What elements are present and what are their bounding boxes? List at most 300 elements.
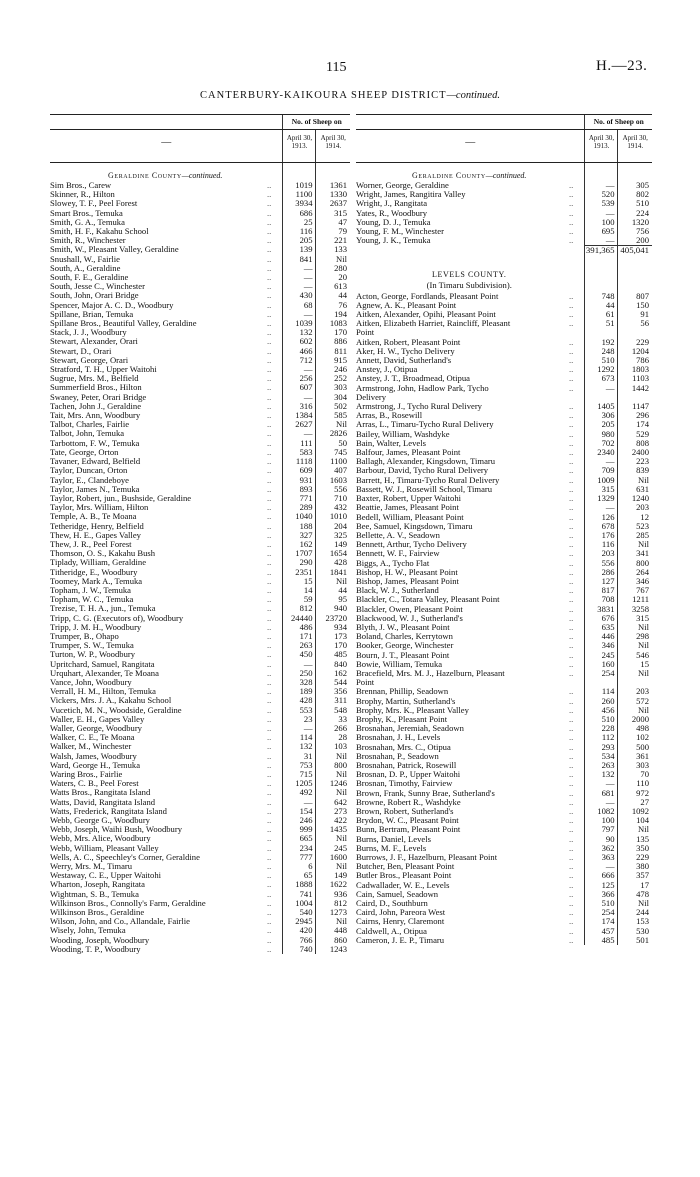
count-1913: 817 [585,586,618,595]
table-row [50,512,350,521]
table-row [50,770,350,779]
leader-dots: .. [266,889,272,899]
table-row [356,494,652,503]
table-row [50,181,350,190]
owner-name: Webb, Joseph, Waihi Bush, Woodbury [50,825,182,835]
leader-dots: .. [568,530,574,540]
section-heading: Geraldine County—continued. [412,171,527,181]
leader-dots: .. [266,908,272,918]
table-row [356,513,652,522]
owner-name: Arras, L., Timaru-Tycho Rural Delivery [356,420,494,430]
table-row [50,650,350,659]
levels-county-heading: LEVELS COUNTY. [432,270,507,280]
count-1913 [585,393,618,402]
count-1914: 478 [618,890,652,899]
count-1913: — [283,429,316,438]
count-1913: 362 [585,844,618,853]
leader-dots: .. [568,236,574,246]
count-1913: — [585,384,618,393]
owner-name: Topham, W. C., Temuka [50,595,134,605]
leader-dots: .. [568,512,574,522]
leader-dots: .. [266,714,272,724]
count-1913: 316 [283,402,316,411]
leader-dots: .. [568,714,574,724]
table-row [50,374,350,383]
count-1913: — [585,457,618,466]
count-1913: — [585,798,618,807]
count-1914: Nil [618,476,652,485]
count-1914: 548 [316,706,350,715]
leader-dots: .. [568,190,574,200]
count-1913: 893 [283,485,316,494]
owner-name: Urquhart, Alexander, Te Moana [50,668,159,678]
count-1913: 234 [283,844,316,853]
leader-dots: .. [266,576,272,586]
count-1913: 999 [283,825,316,834]
count-1914: 1320 [618,218,652,227]
table-row [50,411,350,420]
owner-name: Wooding, T. P., Woodbury [50,944,141,954]
count-1913: 740 [283,945,316,954]
table-row [356,338,652,347]
table-row [50,347,350,356]
table-row [50,503,350,512]
leader-dots: .. [266,503,272,513]
leader-dots: .. [568,540,574,550]
count-1913: 428 [283,696,316,705]
count-1914: Nil [618,669,652,678]
leader-dots: .. [568,448,574,458]
owner-name: Wilkinson Bros., Geraldine [50,908,145,918]
owner-name: Walker, M., Winchester [50,742,132,752]
count-1914: 173 [316,632,350,641]
count-1914: Nil [618,825,652,834]
count-1913: 510 [585,356,618,365]
count-1914: Nil [316,862,350,871]
table-row [356,540,652,549]
leader-dots: .. [266,346,272,356]
leader-dots: .. [568,217,574,227]
count-1913: 111 [283,439,316,448]
count-1913: 31 [283,752,316,761]
count-1913: 90 [585,835,618,844]
count-1914: 315 [618,614,652,623]
leader-dots: .. [266,217,272,227]
count-1913: 678 [585,522,618,531]
count-1914: 812 [316,899,350,908]
table-row [356,328,652,337]
owner-name: Black, W. J., Sutherland [356,586,439,596]
count-1914: 305 [618,181,652,190]
table-row [50,853,350,862]
table-row [50,439,350,448]
leader-dots: .. [568,411,574,421]
count-1914: 103 [316,742,350,751]
count-1914: Nil [316,917,350,926]
count-1913: 306 [585,411,618,420]
count-1913: 1405 [585,402,618,411]
leader-dots: .. [568,484,574,494]
owner-name: Summerfield Bros., Hilton [50,383,142,393]
leader-dots: .. [266,438,272,448]
count-1913: 486 [283,623,316,632]
count-1914: 1204 [618,347,652,356]
owner-name: Taylor, James N., Temuka [50,484,140,494]
owner-name: Point [356,328,375,338]
leader-dots: .. [568,402,574,412]
count-1914: Nil [316,834,350,843]
owner-name: Bain, Walter, Levels [356,438,426,448]
count-1913: 293 [585,743,618,752]
section-subheading-row [356,280,652,292]
owner-name: Bracefield, Mrs. M. J., Hazelburn, Pleasant [356,668,505,678]
count-1913: 68 [283,301,316,310]
leader-dots: .. [266,365,272,375]
table-row [356,466,652,475]
count-1914: 767 [618,586,652,595]
owner-name: Bishop, H. W., Pleasant Point [356,567,458,577]
count-1914: Nil [316,255,350,264]
table-row [50,282,350,291]
owner-name: Smart Bros., Temuka [50,208,123,218]
count-1913: 520 [585,190,618,199]
owner-name: Wright, James, Rangitira Valley [356,190,466,200]
owner-name: Brosnahan, Mrs. C., Otipua [356,742,451,752]
col-1913-header: April 30, 1913. [283,130,316,163]
owner-name: Point [356,678,375,688]
count-1913: 127 [585,577,618,586]
count-1914: 47 [316,218,350,227]
count-1913: 6 [283,862,316,871]
leader-dots: .. [266,493,272,503]
count-1914: 1435 [316,825,350,834]
count-1914: 2637 [316,199,350,208]
table-row [50,779,350,788]
owner-name: Tait, Mrs. Ann, Woodbury [50,411,141,421]
leader-dots: .. [568,374,574,384]
leader-dots: .. [266,254,272,264]
owner-name: Burns, M. F., Levels [356,843,427,853]
count-1914: 934 [316,623,350,632]
leader-dots: .. [568,807,574,816]
count-1914: 529 [618,430,652,439]
owner-name: Ballagh, Alexander, Kingsdown, Timaru [356,457,496,467]
count-1913: 1292 [585,365,618,374]
count-1913: 539 [585,199,618,208]
count-1913: 154 [283,807,316,816]
leader-dots: .. [568,880,574,890]
leader-dots: .. [568,889,574,899]
table-row [50,632,350,641]
table-row [50,807,350,816]
count-1914: 428 [316,558,350,567]
count-1913: 114 [585,687,618,696]
leader-dots: .. [266,466,272,476]
leader-dots: .. [266,613,272,623]
count-1914: 341 [618,549,652,558]
count-1914: 104 [618,816,652,825]
count-1914: 1603 [316,476,350,485]
table-row [356,687,652,696]
leader-dots: .. [568,613,574,623]
section-heading: Geraldine County—continued. [108,171,223,181]
leader-dots: .. [266,641,272,651]
count-1914: Nil [618,706,652,715]
table-row [50,209,350,218]
table-row [50,899,350,908]
table-row [356,632,652,641]
leader-dots: .. [568,926,574,936]
count-1914: 631 [618,485,652,494]
count-1914: 1361 [316,181,350,190]
count-1913: 65 [283,871,316,880]
count-1913: 583 [283,448,316,457]
owner-name: Webb, William, Pleasant Valley [50,843,159,853]
left-table-body [50,163,350,955]
leader-dots: .. [266,852,272,862]
count-1914: 556 [316,485,350,494]
leader-dots: .. [568,567,574,577]
col-1914-header: April 30, 1914. [316,130,350,163]
count-1913: 286 [585,568,618,577]
table-row [356,853,652,862]
owner-name: Annett, David, Sutherland's [356,356,452,366]
table-row [356,531,652,540]
count-1914: 756 [618,227,652,236]
owner-name: Brosnahan, Patrick, Rosewill [356,760,457,770]
owner-name: Thew, H. E., Gapes Valley [50,530,141,540]
left-table-panel [50,114,350,954]
count-1914: Nil [618,899,652,908]
table-row [50,310,350,319]
count-1913: 1009 [585,476,618,485]
owner-name: Delivery [356,392,387,402]
table-row [50,724,350,733]
table-row [356,347,652,356]
count-1914: 800 [316,761,350,770]
count-1914: 325 [316,531,350,540]
leader-dots: .. [266,917,272,927]
table-row [50,273,350,282]
owner-name: Boland, Charles, Kerrytown [356,632,453,642]
count-1914: 2000 [618,715,652,724]
leader-dots: .. [266,659,272,669]
count-1913: 485 [585,936,618,945]
count-1914: 840 [316,660,350,669]
table-row [356,871,652,880]
leader-dots: .. [266,199,272,209]
count-1913: 100 [585,218,618,227]
count-1913: 2351 [283,568,316,577]
count-1913: 450 [283,650,316,659]
table-row [356,190,652,199]
leader-dots: .. [266,475,272,485]
owner-name: Tetheridge, Henry, Belfield [50,521,144,531]
table-row [356,503,652,512]
count-1913: 132 [283,742,316,751]
table-row [50,871,350,880]
table-row [356,430,652,439]
table-row [356,595,652,604]
table-row [50,687,350,696]
table-row [356,218,652,227]
table-row [50,604,350,613]
count-1913: 673 [585,374,618,383]
count-1914: 530 [618,927,652,936]
table-row [356,402,652,411]
count-1914: 15 [618,660,652,669]
leader-dots: .. [266,429,272,439]
count-1914: 501 [618,936,652,945]
table-row [50,485,350,494]
count-1913: 139 [283,245,316,254]
table-row [50,291,350,300]
count-1913: 748 [585,292,618,301]
leader-dots: .. [266,227,272,237]
owner-name: Temple, A. B., Te Moana [50,512,137,522]
owner-name: South, Jesse C., Winchester [50,282,145,292]
leader-dots: .. [568,438,574,448]
total-1913: 391,365 [585,246,618,256]
table-row [356,448,652,457]
count-1913: 709 [585,466,618,475]
count-1914: 745 [316,448,350,457]
table-row [356,199,652,208]
table-row [356,835,652,844]
count-1914 [618,678,652,687]
owner-name: Stratford, T. H., Upper Waitohi [50,365,157,375]
count-1914: 432 [316,503,350,512]
owner-name: Blyth, J. W., Pleasant Point [356,622,450,632]
owner-name: Walsh, James, Woodbury [50,751,137,761]
count-1914: 546 [618,651,652,660]
owner-name: Biggs, A., Tycho Flat [356,558,430,568]
table-row [356,181,652,190]
leader-dots: .. [568,687,574,697]
count-1913: 176 [585,531,618,540]
count-1913: 126 [585,513,618,522]
owner-name: Balfour, James, Pleasant Point [356,448,461,458]
count-1913: 245 [585,651,618,660]
owner-name: Baxter, Robert, Upper Waitohi [356,494,462,504]
count-1914: 102 [618,733,652,742]
count-1914: Nil [316,420,350,429]
leader-dots: .. [266,843,272,853]
count-1914: 448 [316,926,350,935]
table-row [356,236,652,246]
count-1913 [585,328,618,337]
count-1913: — [283,365,316,374]
owner-name: Burns, Daniel, Levels [356,834,431,844]
count-1914: 1100 [316,457,350,466]
table-row [356,384,652,393]
count-1913: 635 [585,623,618,632]
count-1913: 171 [283,632,316,641]
total-row [356,246,652,256]
count-1913: 797 [585,825,618,834]
owner-name: Beattie, James, Pleasant Point [356,503,459,513]
count-1913: 753 [283,761,316,770]
owner-name: Stewart, D., Orari [50,346,112,356]
table-row [356,761,652,770]
count-1914 [618,328,652,337]
count-1914: 1147 [618,402,652,411]
count-1914: 357 [618,871,652,880]
count-1913: 24440 [283,614,316,623]
leader-dots: .. [266,668,272,678]
count-1913: 695 [585,227,618,236]
table-row [356,899,652,908]
owner-name: Vickers, Mrs. J. A., Kakahu School [50,696,172,706]
count-1913: 205 [585,420,618,429]
table-row [356,457,652,466]
leader-dots: .. [568,457,574,467]
count-1914: Nil [316,788,350,797]
leader-dots: .. [568,494,574,504]
count-1914: 510 [618,199,652,208]
table-row [50,917,350,926]
owner-name: Taylor, Duncan, Orton [50,466,128,476]
table-row [50,752,350,761]
leader-dots: .. [266,401,272,411]
leader-dots: .. [266,383,272,393]
count-1914: Nil [316,752,350,761]
table-row [356,559,652,568]
count-1913: 766 [283,936,316,945]
count-1913: 250 [283,669,316,678]
table-row [50,494,350,503]
owner-name: Stewart, Alexander, Orari [50,337,138,347]
table-row [50,476,350,485]
page-title: CANTERBURY-KAIKOURA SHEEP DISTRICT—continued. [200,90,500,101]
table-row [356,881,652,890]
count-1913: 466 [283,347,316,356]
leader-dots: .. [568,908,574,918]
owner-name: Vucetich, M. N., Woodside, Geraldine [50,705,182,715]
count-1914: 315 [316,209,350,218]
count-1913: 160 [585,660,618,669]
count-1914: 1240 [618,494,652,503]
table-row [50,577,350,586]
owner-name: Verrall, H. M., Hilton, Temuka [50,687,156,697]
count-1914: 361 [618,752,652,761]
table-row [50,190,350,199]
count-1914: 380 [618,862,652,871]
owner-name: Worner, George, Geraldine [356,181,449,190]
table-row [356,706,652,715]
owner-name: Brophy, Mrs. K., Pleasant Valley [356,705,469,715]
count-1914: 70 [618,770,652,779]
owner-name: Tripp, J. M. H., Woodbury [50,622,142,632]
count-1913: 132 [283,328,316,337]
owner-name: Tiplady, William, Geraldine [50,558,147,568]
owner-name: Acton, George, Fordlands, Pleasant Point [356,291,499,301]
leader-dots: .. [568,576,574,586]
table-row [50,788,350,797]
leader-dots: .. [266,944,272,954]
table-row [50,420,350,429]
count-1913: — [283,798,316,807]
table-row [356,393,652,402]
leader-dots: .. [568,346,574,356]
leader-dots: .. [266,806,272,816]
owner-name: Brown, Frank, Sunny Brae, Sutherland's [356,788,495,798]
count-1913: — [283,310,316,319]
count-1914: 252 [316,374,350,383]
count-1914: 1092 [618,807,652,816]
leader-dots: .. [266,751,272,761]
owner-name: Young, D. J., Temuka [356,217,431,227]
